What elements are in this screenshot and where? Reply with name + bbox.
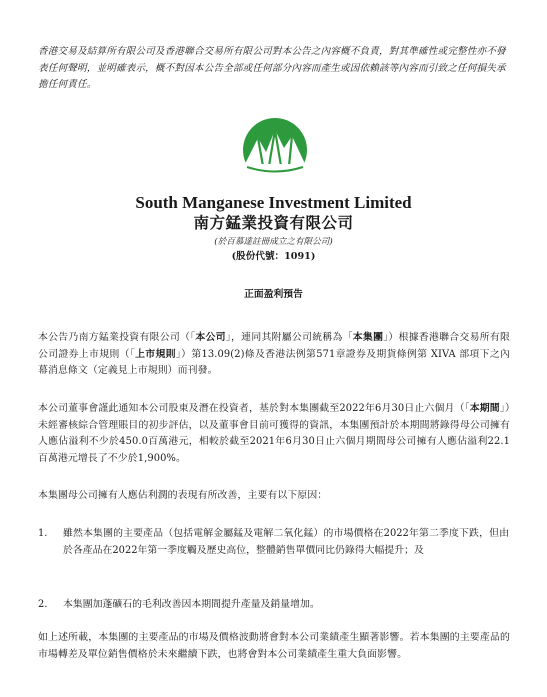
outlook-paragraph: 如上述所載，本集團的主要產品的市場及價格波動將會對本公司業績產生顯著影響。若本集團的主要產品的市場轉差及單位銷售價格於未來繼續下跌，也將會對本公司業績產生重大負面影響。 [38, 632, 510, 660]
stock-code: (股份代號：1091) [231, 251, 316, 262]
paragraph-text: 」）未經審核綜合管理賬目的初步評估，以及董事會目前可獲得的資訊，本集團預計於本期間將錄得母公司擁有人應佔溢利不少於450.0百萬港元，相較於截至2021年6月30日止六個月期間母公司擁有人應佔溢利22.1百萬港元增長了不少於1,900%。 [38, 403, 510, 464]
reasons-intro-paragraph: 本集團母公司擁有人應佔利潤的表現有所改善，主要有以下原因： [38, 490, 328, 501]
paragraph-text: 」）第13.09(2)條及香港法例第571章證券及期貨條例第 XIVA 部項下之內幕消息條文（定義見上市規則）而刊發。 [38, 348, 510, 377]
announcement-headline: 正面盈利預告 [244, 289, 303, 300]
defined-term-listing-rules: 上市規則 [135, 348, 176, 360]
defined-term-group: 本集團 [352, 332, 384, 343]
paragraph-text: 本公司董事會謹此通知本公司股東及潛在投資者，基於對本集團截至2022年6月30日止六個月（「 [38, 403, 470, 414]
paragraph-text: 」）根據香港聯合交易所有限公司證券上市規則（「 [38, 332, 510, 360]
list-item-text: 雖然本集團的主要產品（包括電解金屬錳及電解二氧化錳）的市場價格在2022年第二季度下跌，但由於各產品在2022年第一季度觸及歷史高位，整體銷售單價同比仍錄得大幅提升；及 [63, 528, 509, 556]
list-item-number: 2. [38, 599, 48, 610]
company-name-english: South Manganese Investment Limited [135, 193, 412, 212]
company-name-chinese: 南方錳業投資有限公司 [193, 214, 354, 232]
list-item-number: 1. [38, 528, 48, 539]
paragraph-text: 」，連同其附屬公司統稱為「 [225, 332, 353, 343]
south-manganese-logo-icon [239, 116, 311, 184]
defined-term-company: 本公司 [195, 332, 226, 343]
defined-term-period: 本期間 [469, 403, 500, 414]
list-item-text: 本集團加蓬礦石的毛利改善因本期間提升產量及銷量增加。 [63, 599, 320, 610]
incorporation-note: (於百慕達註冊成立之有限公司) [214, 237, 333, 247]
disclaimer-text: 香港交易及結算所有限公司及香港聯合交易所有限公司對本公告之內容概不負責，對其準確性或完整性亦不發表任何聲明，並明確表示，概不對因本公告全部或任何部分內容而產生或因依賴該等內容而引致之任何損失承擔任何責任。 [38, 46, 506, 90]
profit-alert-paragraph [38, 401, 510, 467]
intro-paragraph [38, 330, 510, 380]
paragraph-text: 本公告乃南方錳業投資有限公司（「 [38, 332, 196, 343]
